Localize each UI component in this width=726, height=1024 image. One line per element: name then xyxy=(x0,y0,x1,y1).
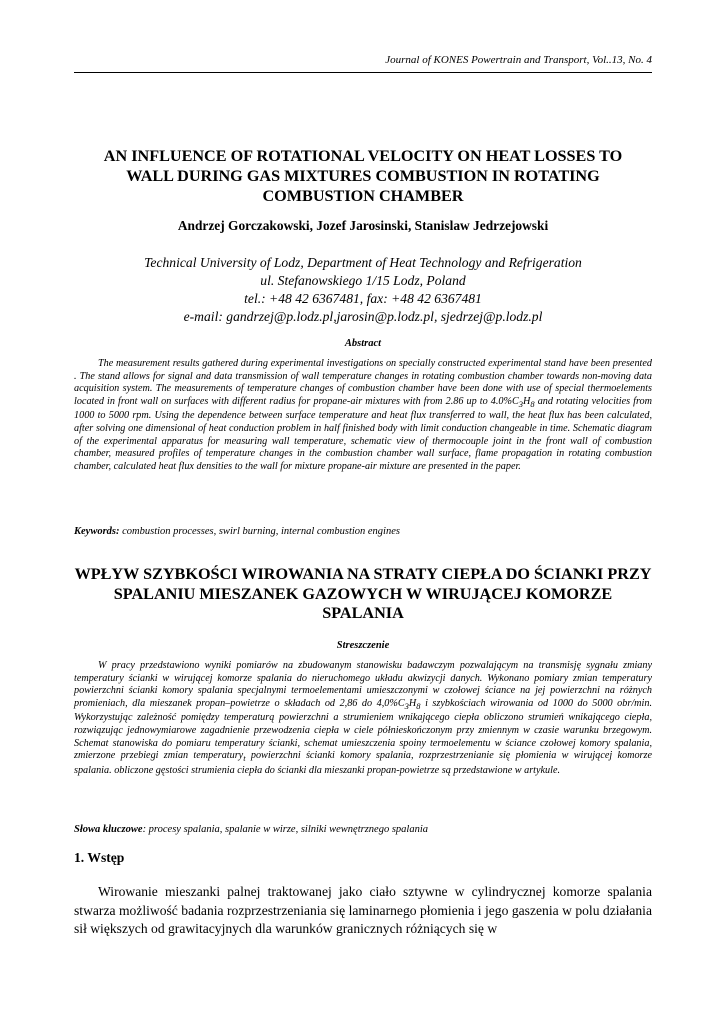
paper-title: AN INFLUENCE OF ROTATIONAL VELOCITY ON HEAT LOSSES TO WALL DURING GAS MIXTURES COMBUSTION IN ROTATING COMBUSTION CHAMBER xyxy=(103,147,623,205)
streszczenie-sub-1: 3 xyxy=(404,700,409,711)
abstract-sub-1: 3 xyxy=(518,398,524,409)
abstract-sub-2: 8 xyxy=(530,398,535,409)
header-rule xyxy=(74,72,652,73)
body-paragraph: Wirowanie mieszanki palnej traktowanej jako ciało sztywne w cylindrycznej komorze spalania stwarza możliwość badania rozprzestrzeniania się laminarnego płomienia i jego gaszenia w polu działania sił większych od grawitacyjnych dla warunków granicznych różniących się w xyxy=(74,884,652,936)
streszczenie-text xyxy=(74,660,652,777)
keywords-label: Keywords: xyxy=(74,526,120,537)
section-heading: 1. Wstęp xyxy=(74,850,125,865)
streszczenie-part-3: i szybkościach wirowania od 1000 do 5000 obr/min. Wykorzystując zależność pomiędzy temperaturą powierzchni a strumieniem wnikającego ciepła obliczono strumień wnikającego ciepła, rozwiązując jednowymiarowe zagadnienie przewodzenia ciepła w ciele półnieskończonym przy zmiennym w czasie warunku brzegowym. Schemat stanowiska do pomiaru temperatury ścianki, schemat umieszczenia spoiny termoelementu w ściance czołowej komory spalania, zmierzone przebiegi zmian temperatury xyxy=(74,697,652,762)
streszczenie-part-1: W pracy przedstawiono wyniki pomiarów na zbudowanym stanowisku badawczym pozwalającym na transmisję sygnału zmiany temperatury ścianki w wirującej komorze spalania do nieruchomego układu akwizycji danych. Wykonano pomiary zmian temperatury powierzchni ścianki komory spalania specjalnymi termoelementami umieszczonymi w czołowej ściance na jej powierzchni na różnych promieniach, dla mieszanek propan–powietrze o składach od 2,86 do 4,0%C xyxy=(74,660,652,709)
abstract-part-3: and rotating velocities from 1000 to 5000 rpm. Using the dependence between surface temperature and heat flux transferred to wall, the heat flux has been calculated, after solving one dimensional of heat conduction problem in half finished body with limit conduction changeable in time. Schematic diagram of the experimental apparatus for measuring wall temperature, schematic view of thermocouple joint in the front wall of combustion chamber, measured profiles of temperature changes in the combustion chamber wall surface, flame propagation in rotating combustion chamber, calculated heat flux densities to the wall for mixture propane-air mixture are presented in the paper. xyxy=(74,395,652,472)
keywords-pl-text: : procesy spalania, spalanie w wirze, silniki wewnętrznego spalania xyxy=(142,824,428,835)
affiliation-line-1: Technical University of Lodz, Department of Heat Technology and Refrigeration xyxy=(144,255,582,270)
authors: Andrzej Gorczakowski, Jozef Jarosinski, Stanislaw Jedrzejowski xyxy=(177,218,549,233)
streszczenie-sub-2: 8 xyxy=(416,700,421,711)
keywords-text: combustion processes, swirl burning, internal combustion engines xyxy=(119,526,400,537)
keywords xyxy=(74,526,652,537)
journal-header: Journal of KONES Powertrain and Transport, Vol..13, No. 4 xyxy=(385,54,652,66)
affiliation xyxy=(74,254,652,326)
affiliation-line-4: e-mail: gandrzej@p.lodz.pl,jarosin@p.lodz.pl, sjedrzej@p.lodz.pl xyxy=(183,309,543,324)
affiliation-line-3: tel.: +48 42 6367481, fax: +48 42 6367481 xyxy=(244,291,482,306)
abstract-part-1: The measurement results gathered during experimental investigations on specially constructed experimental stand have been presented . The stand allows for signal and data transmission of wall temperature changes in rotating combustion chamber towards non-moving data acquisition system. The measurements of temperature changes of combustion chamber have been done with use of special thermoelements located in front wall on surfaces with different radius for propane-air mixtures with from 2.86 up to 4.0%C xyxy=(74,358,652,407)
streszczenie-part-4: powierzchni ścianki komory spalania, rozprzestrzenianie się płomienia w wirującej komorze spalania. obliczone gęstości strumienia ciepła do ścianki dla mieszanki propan-powietrze są przedstawione w artykule. xyxy=(74,750,652,776)
keywords-pl xyxy=(74,824,652,835)
abstract-part-2: H xyxy=(523,395,531,407)
polish-title: WPŁYW SZYBKOŚCI WIROWANIA NA STRATY CIEPŁA DO ŚCIANKI PRZY SPALANIU MIESZANEK GAZOWYCH W WIRUJĄCEJ KOMORZE SPALANIA xyxy=(74,565,652,622)
affiliation-line-2: ul. Stefanowskiego 1/15 Lodz, Poland xyxy=(260,273,466,288)
keywords-pl-label: Słowa kluczowe xyxy=(74,824,143,835)
streszczenie-heading: Streszczenie xyxy=(336,640,390,651)
abstract-text xyxy=(74,358,652,473)
streszczenie-sub-3: t xyxy=(243,753,246,764)
abstract-heading: Abstract xyxy=(344,338,382,349)
streszczenie-part-2: H xyxy=(408,697,417,709)
